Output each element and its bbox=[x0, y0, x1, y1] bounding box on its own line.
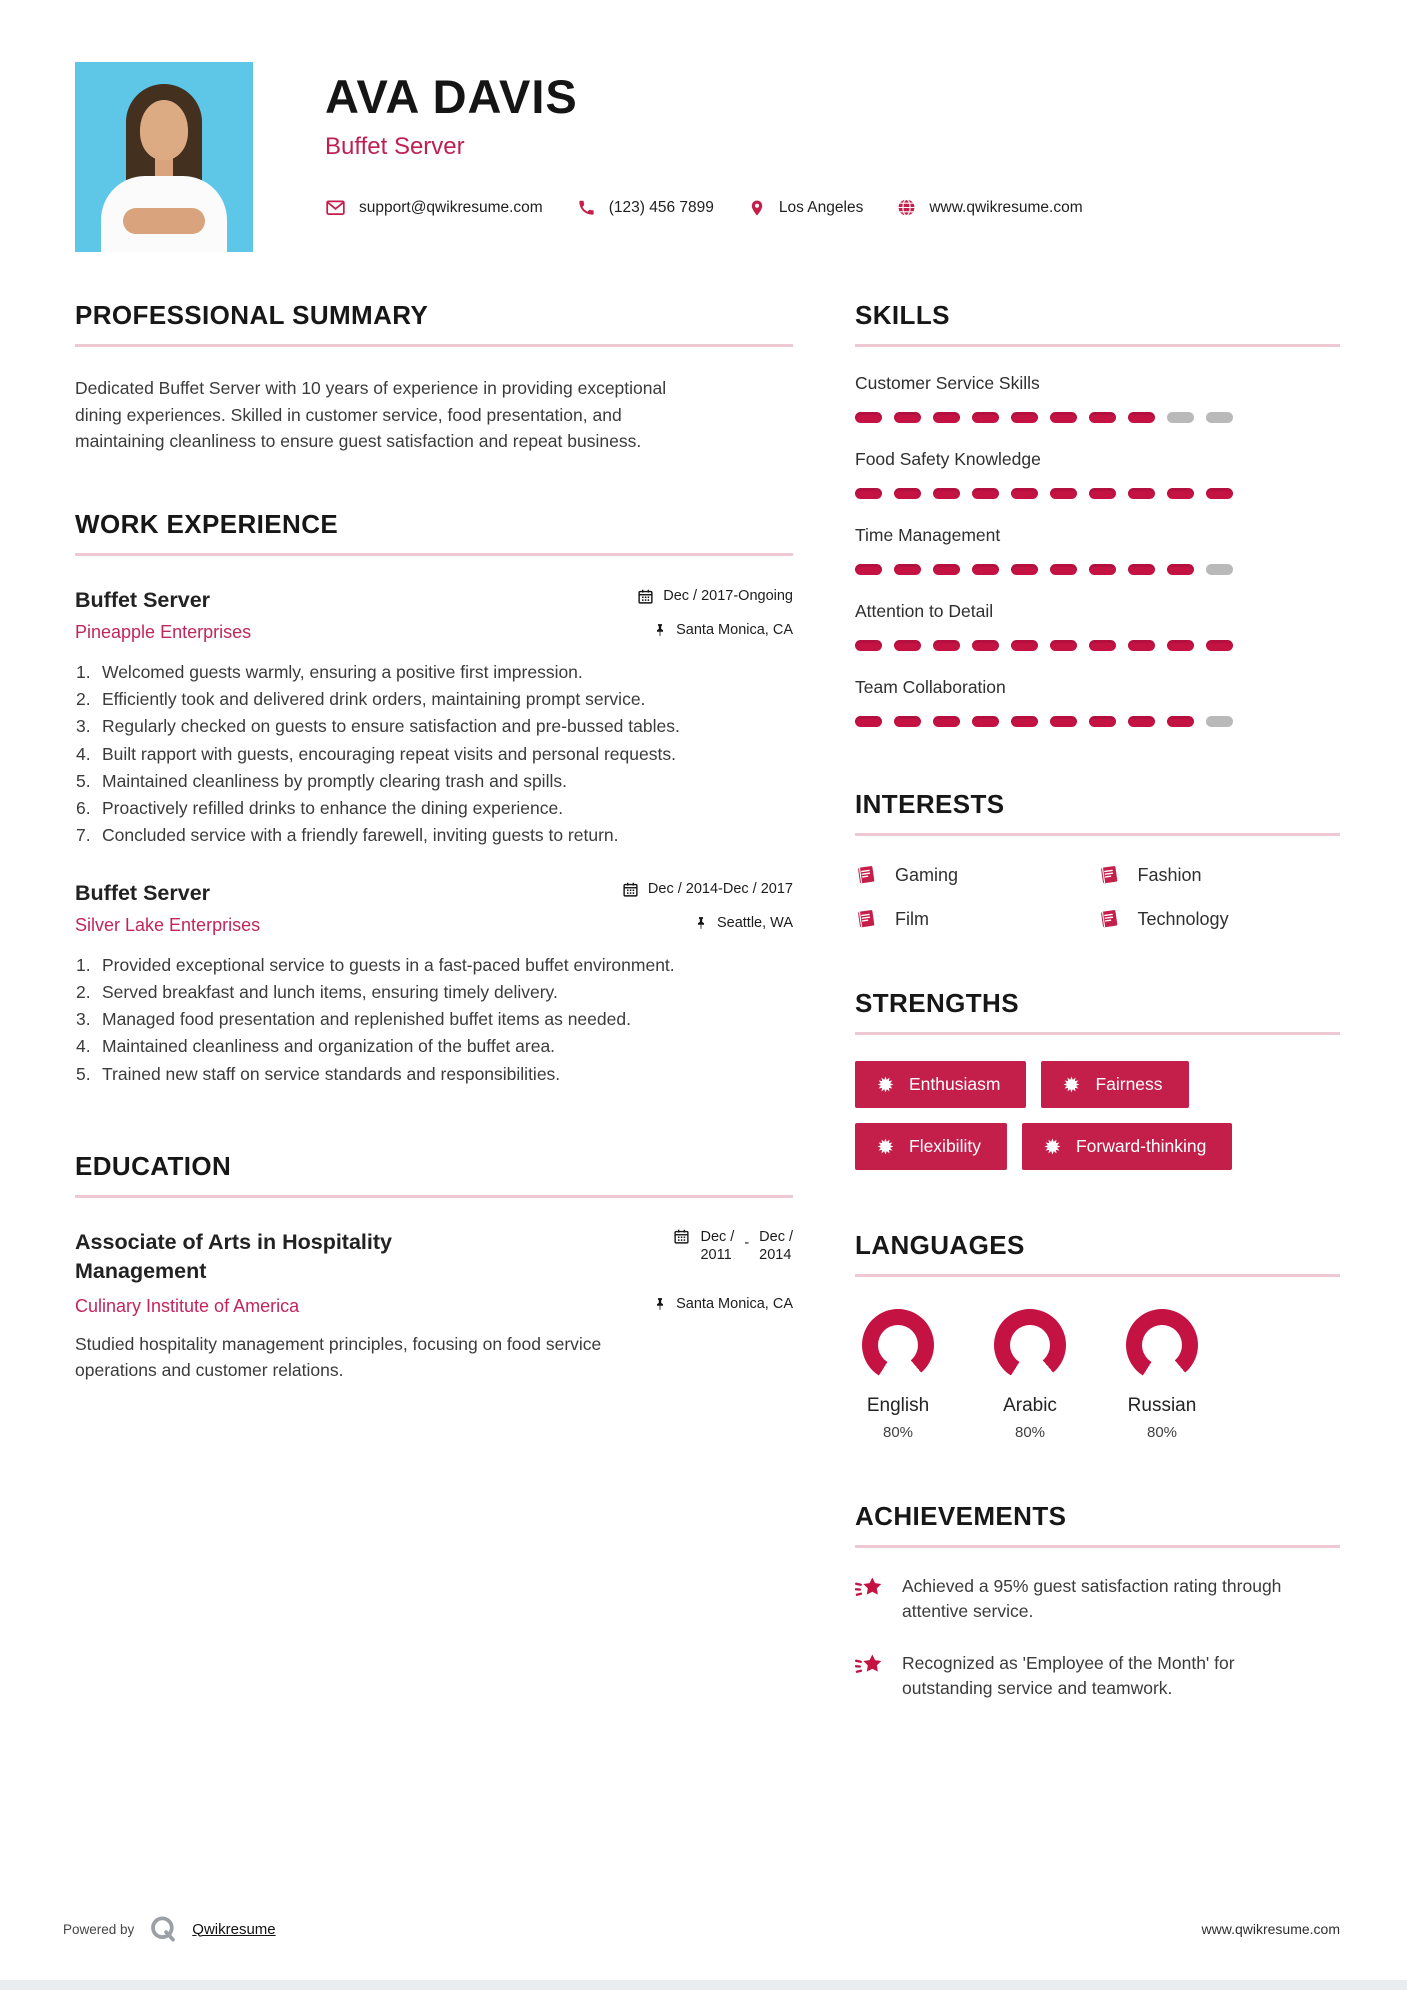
section-heading: STRENGTHS bbox=[855, 988, 1019, 1018]
job-entry bbox=[75, 588, 793, 849]
section-heading: SKILLS bbox=[855, 300, 950, 330]
interest-item bbox=[855, 908, 1098, 930]
pushpin-icon bbox=[694, 915, 708, 931]
qwikresume-logo-icon bbox=[148, 1914, 178, 1944]
skill-dash-filled bbox=[1206, 640, 1233, 651]
achievement-item bbox=[855, 1651, 1340, 1702]
skill-dash-filled bbox=[1089, 640, 1116, 651]
skill-item bbox=[855, 449, 1340, 499]
language-item bbox=[1119, 1309, 1205, 1441]
shooting-star-icon bbox=[855, 1576, 885, 1625]
skill-dash-filled bbox=[1089, 716, 1116, 727]
summary-text: Dedicated Buffet Server with 10 years of experience in providing exceptional dining experiences. Skilled in customer service, food presentation, and maintaining cleanliness to ensure guest satisfaction and repeat business. bbox=[75, 378, 667, 452]
profile-photo bbox=[75, 62, 253, 252]
left-column bbox=[75, 302, 793, 1702]
language-item bbox=[855, 1309, 941, 1441]
section-achievements bbox=[855, 1503, 1340, 1702]
language-name: Russian bbox=[1127, 1395, 1197, 1416]
skill-dash-filled bbox=[1128, 488, 1155, 499]
page-bottom-edge bbox=[0, 1980, 1407, 1990]
skill-dash-empty bbox=[1206, 564, 1233, 575]
job-row bbox=[75, 881, 793, 906]
job-date bbox=[622, 881, 793, 898]
right-column bbox=[855, 302, 1340, 1702]
skill-dash-filled bbox=[1011, 412, 1038, 423]
languages-list bbox=[855, 1309, 1340, 1441]
job-bullet: Maintained cleanliness and organization of the buffet area. bbox=[102, 1036, 556, 1057]
candidate-title: Buffet Server bbox=[325, 133, 465, 161]
skill-dash-filled bbox=[1089, 412, 1116, 423]
qwikresume-link[interactable]: Qwikresume bbox=[192, 1920, 276, 1938]
skill-level-bar bbox=[855, 716, 1340, 727]
heading-rule bbox=[75, 1195, 793, 1198]
skill-dash-filled bbox=[1050, 640, 1077, 651]
skill-level-bar bbox=[855, 488, 1340, 499]
skill-label: Food Safety Knowledge bbox=[855, 449, 1041, 469]
section-heading: EDUCATION bbox=[75, 1150, 232, 1181]
pushpin-icon bbox=[653, 622, 667, 638]
skill-item bbox=[855, 373, 1340, 423]
education-location bbox=[653, 1296, 793, 1312]
skill-dash-filled bbox=[855, 564, 882, 575]
job-row bbox=[75, 915, 793, 936]
language-percent: 80% bbox=[882, 1424, 914, 1441]
skill-dash-filled bbox=[933, 640, 960, 651]
strength-label: Forward-thinking bbox=[1075, 1136, 1207, 1156]
location-pin-icon bbox=[748, 198, 766, 218]
skill-dash-filled bbox=[1089, 488, 1116, 499]
skill-level-bar bbox=[855, 640, 1340, 651]
skill-dash-filled bbox=[933, 564, 960, 575]
language-name: English bbox=[866, 1395, 930, 1416]
strength-label: Enthusiasm bbox=[909, 1074, 1001, 1094]
job-company: Silver Lake Enterprises bbox=[75, 914, 261, 935]
job-bullet: Served breakfast and lunch items, ensuring timely delivery. bbox=[102, 981, 558, 1002]
section-work-experience bbox=[75, 508, 793, 1087]
achievement-item bbox=[855, 1574, 1340, 1625]
education-end-date bbox=[759, 1228, 793, 1264]
skill-dash-filled bbox=[933, 412, 960, 423]
calendar-icon bbox=[622, 881, 639, 898]
calendar-icon bbox=[637, 588, 654, 605]
achievements-list bbox=[855, 1574, 1340, 1702]
interest-label: Fashion bbox=[1137, 864, 1202, 885]
interest-label: Technology bbox=[1137, 908, 1229, 929]
strength-label: Flexibility bbox=[909, 1136, 981, 1156]
strength-label: Fairness bbox=[1095, 1074, 1163, 1094]
skill-dash-filled bbox=[1050, 412, 1077, 423]
skill-dash-filled bbox=[1011, 640, 1038, 651]
burst-icon bbox=[877, 1138, 894, 1155]
skill-dash-filled bbox=[855, 716, 882, 727]
shooting-star-icon bbox=[855, 1653, 885, 1702]
strength-badge[interactable] bbox=[1022, 1123, 1232, 1170]
section-heading: INTERESTS bbox=[855, 789, 1005, 819]
job-date-text: Dec / 2017-Ongoing bbox=[663, 588, 793, 605]
section-languages bbox=[855, 1232, 1340, 1441]
skill-dash-filled bbox=[1011, 488, 1038, 499]
contact-item bbox=[577, 198, 714, 217]
section-heading: ACHIEVEMENTS bbox=[855, 1501, 1067, 1531]
job-date-text: Dec / 2014-Dec / 2017 bbox=[647, 881, 793, 898]
section-heading: LANGUAGES bbox=[855, 1230, 1025, 1260]
education-dates bbox=[673, 1228, 793, 1264]
strengths-list bbox=[855, 1061, 1340, 1170]
footer-website: www.qwikresume.com bbox=[1201, 1921, 1340, 1937]
job-title: Buffet Server bbox=[75, 880, 211, 905]
skill-dash-filled bbox=[1206, 488, 1233, 499]
header bbox=[0, 0, 1407, 252]
contact-item bbox=[748, 198, 863, 218]
education-location-text: Santa Monica, CA bbox=[676, 1295, 793, 1312]
date-line: 2014 bbox=[759, 1246, 792, 1263]
skill-label: Attention to Detail bbox=[855, 601, 994, 621]
powered-by-label: Powered by bbox=[63, 1921, 135, 1937]
skill-dash-filled bbox=[894, 564, 921, 575]
skill-dash-filled bbox=[1011, 564, 1038, 575]
job-date bbox=[637, 588, 793, 605]
skill-dash-filled bbox=[1011, 716, 1038, 727]
skill-label: Customer Service Skills bbox=[855, 373, 1040, 393]
book-icon bbox=[1098, 908, 1121, 930]
skill-dash-filled bbox=[972, 488, 999, 499]
photo-arms bbox=[123, 208, 205, 234]
date-line: Dec / bbox=[759, 1228, 793, 1245]
photo-face bbox=[140, 100, 188, 160]
skill-dash-filled bbox=[894, 488, 921, 499]
skill-dash-filled bbox=[855, 640, 882, 651]
section-strengths bbox=[855, 990, 1340, 1170]
section-professional-summary bbox=[75, 302, 793, 455]
burst-icon bbox=[1044, 1138, 1061, 1155]
education-entry bbox=[75, 1228, 793, 1286]
interest-label: Gaming bbox=[895, 864, 959, 885]
degree-title: Associate of Arts in Hospitality Management bbox=[75, 1229, 392, 1283]
skill-dash-filled bbox=[933, 488, 960, 499]
job-bullet: Proactively refilled drinks to enhance the dining experience. bbox=[102, 798, 564, 819]
skill-dash-filled bbox=[1050, 716, 1077, 727]
contact-row bbox=[325, 197, 1083, 218]
achievement-text: Recognized as 'Employee of the Month' for outstanding service and teamwork. bbox=[902, 1652, 1235, 1699]
job-company: Pineapple Enterprises bbox=[75, 621, 252, 642]
heading-rule bbox=[855, 1032, 1340, 1035]
section-heading: WORK EXPERIENCE bbox=[75, 508, 339, 539]
skill-label: Team Collaboration bbox=[855, 677, 1006, 697]
skill-dash-filled bbox=[972, 640, 999, 651]
job-row bbox=[75, 588, 793, 613]
education-start-date bbox=[700, 1228, 734, 1264]
skill-dash-filled bbox=[1128, 564, 1155, 575]
header-text bbox=[325, 62, 1083, 252]
skill-dash-filled bbox=[894, 412, 921, 423]
skill-dash-empty bbox=[1206, 716, 1233, 727]
section-skills bbox=[855, 302, 1340, 727]
strength-badge[interactable] bbox=[1041, 1061, 1188, 1108]
interest-item bbox=[1098, 908, 1341, 930]
skill-dash-filled bbox=[1167, 564, 1194, 575]
skill-dash-filled bbox=[1128, 640, 1155, 651]
skill-level-bar bbox=[855, 412, 1340, 423]
book-icon bbox=[855, 864, 878, 886]
interests-grid bbox=[855, 864, 1340, 930]
job-bullet: Built rapport with guests, encouraging repeat visits and personal requests. bbox=[102, 743, 676, 764]
heading-rule bbox=[855, 1274, 1340, 1277]
heading-rule bbox=[855, 833, 1340, 836]
book-icon bbox=[855, 908, 878, 930]
job-location bbox=[694, 915, 793, 931]
pushpin-icon bbox=[653, 1296, 667, 1312]
interest-label: Film bbox=[895, 908, 929, 929]
skill-dash-filled bbox=[1167, 716, 1194, 727]
job-title: Buffet Server bbox=[75, 587, 211, 612]
skill-dash-filled bbox=[1050, 564, 1077, 575]
language-item bbox=[987, 1309, 1073, 1441]
candidate-name: AVA DAVIS bbox=[325, 70, 578, 123]
job-bullet: Welcomed guests warmly, ensuring a positive first impression. bbox=[102, 661, 583, 682]
job-bullet: Managed food presentation and replenished buffet items as needed. bbox=[102, 1009, 631, 1030]
education-description: Studied hospitality management principles, focusing on food service operations and customer relations. bbox=[75, 1333, 602, 1381]
skill-dash-empty bbox=[1206, 412, 1233, 423]
phone-icon bbox=[577, 198, 596, 217]
section-interests bbox=[855, 791, 1340, 930]
language-name: Arabic bbox=[1003, 1395, 1057, 1416]
skill-dash-filled bbox=[1128, 412, 1155, 423]
heading-rule bbox=[75, 344, 793, 347]
job-bullet: Concluded service with a friendly farewell, inviting guests to return. bbox=[102, 825, 619, 846]
language-donut-chart bbox=[994, 1309, 1066, 1381]
school-name: Culinary Institute of America bbox=[75, 1295, 300, 1316]
section-heading: PROFESSIONAL SUMMARY bbox=[75, 300, 429, 330]
heading-rule bbox=[855, 1545, 1340, 1548]
skill-dash-filled bbox=[1050, 488, 1077, 499]
language-donut-chart bbox=[862, 1309, 934, 1381]
job-bullet: Trained new staff on service standards and responsibilities. bbox=[102, 1063, 561, 1084]
contact-text: Los Angeles bbox=[778, 198, 864, 216]
skill-item bbox=[855, 677, 1340, 727]
globe-icon bbox=[897, 198, 916, 217]
interest-item bbox=[855, 864, 1098, 886]
content bbox=[0, 302, 1407, 1702]
contact-item bbox=[325, 197, 543, 218]
job-bullet: Regularly checked on guests to ensure satisfaction and pre-bussed tables. bbox=[102, 716, 680, 737]
burst-icon bbox=[1063, 1076, 1080, 1093]
skill-dash-filled bbox=[894, 640, 921, 651]
skill-item bbox=[855, 525, 1340, 575]
skill-label: Time Management bbox=[855, 525, 1001, 545]
job-entry bbox=[75, 881, 793, 1087]
interest-item bbox=[1098, 864, 1341, 886]
footer-left bbox=[63, 1914, 276, 1944]
job-entries bbox=[75, 588, 793, 1087]
job-bullet-list bbox=[75, 952, 793, 1087]
envelope-icon bbox=[325, 197, 346, 218]
job-bullet-list bbox=[75, 659, 793, 849]
job-location-text: Santa Monica, CA bbox=[676, 621, 793, 638]
skill-dash-empty bbox=[1167, 412, 1194, 423]
job-bullet: Efficiently took and delivered drink orders, maintaining prompt service. bbox=[102, 689, 646, 710]
date-separator: - bbox=[744, 1234, 750, 1251]
job-location-text: Seattle, WA bbox=[716, 914, 793, 931]
skill-dash-filled bbox=[972, 564, 999, 575]
burst-icon bbox=[877, 1076, 894, 1093]
skill-dash-filled bbox=[1128, 716, 1155, 727]
skill-dash-filled bbox=[972, 412, 999, 423]
skill-dash-filled bbox=[855, 488, 882, 499]
education-row2 bbox=[75, 1296, 793, 1317]
language-percent: 80% bbox=[1014, 1424, 1046, 1441]
skill-item bbox=[855, 601, 1340, 651]
skill-dash-filled bbox=[855, 412, 882, 423]
skill-dash-filled bbox=[1167, 488, 1194, 499]
contact-item bbox=[897, 198, 1082, 217]
heading-rule bbox=[855, 344, 1340, 347]
skill-level-bar bbox=[855, 564, 1340, 575]
skill-dash-filled bbox=[1089, 564, 1116, 575]
skills-list bbox=[855, 373, 1340, 727]
contact-text: (123) 456 7899 bbox=[608, 198, 714, 216]
skill-dash-filled bbox=[972, 716, 999, 727]
strength-badge[interactable] bbox=[855, 1123, 1007, 1170]
skill-dash-filled bbox=[933, 716, 960, 727]
job-location bbox=[653, 622, 793, 638]
calendar-icon bbox=[673, 1228, 690, 1250]
skill-dash-filled bbox=[894, 716, 921, 727]
language-donut-chart bbox=[1126, 1309, 1198, 1381]
date-line: Dec / bbox=[700, 1228, 735, 1245]
contact-text: support@qwikresume.com bbox=[359, 198, 543, 216]
section-education bbox=[75, 1150, 793, 1384]
heading-rule bbox=[75, 553, 793, 556]
language-percent: 80% bbox=[1146, 1424, 1178, 1441]
job-bullet: Maintained cleanliness by promptly clearing trash and spills. bbox=[102, 770, 567, 791]
contact-text: www.qwikresume.com bbox=[929, 198, 1083, 216]
achievement-text: Achieved a 95% guest satisfaction rating through attentive service. bbox=[902, 1576, 1282, 1622]
strength-badge[interactable] bbox=[855, 1061, 1026, 1108]
job-bullet: Provided exceptional service to guests in a fast-paced buffet environment. bbox=[102, 954, 675, 975]
date-line: 2011 bbox=[700, 1246, 732, 1263]
job-row bbox=[75, 622, 793, 643]
skill-dash-filled bbox=[1167, 640, 1194, 651]
book-icon bbox=[1098, 864, 1121, 886]
footer bbox=[63, 1914, 1340, 1944]
